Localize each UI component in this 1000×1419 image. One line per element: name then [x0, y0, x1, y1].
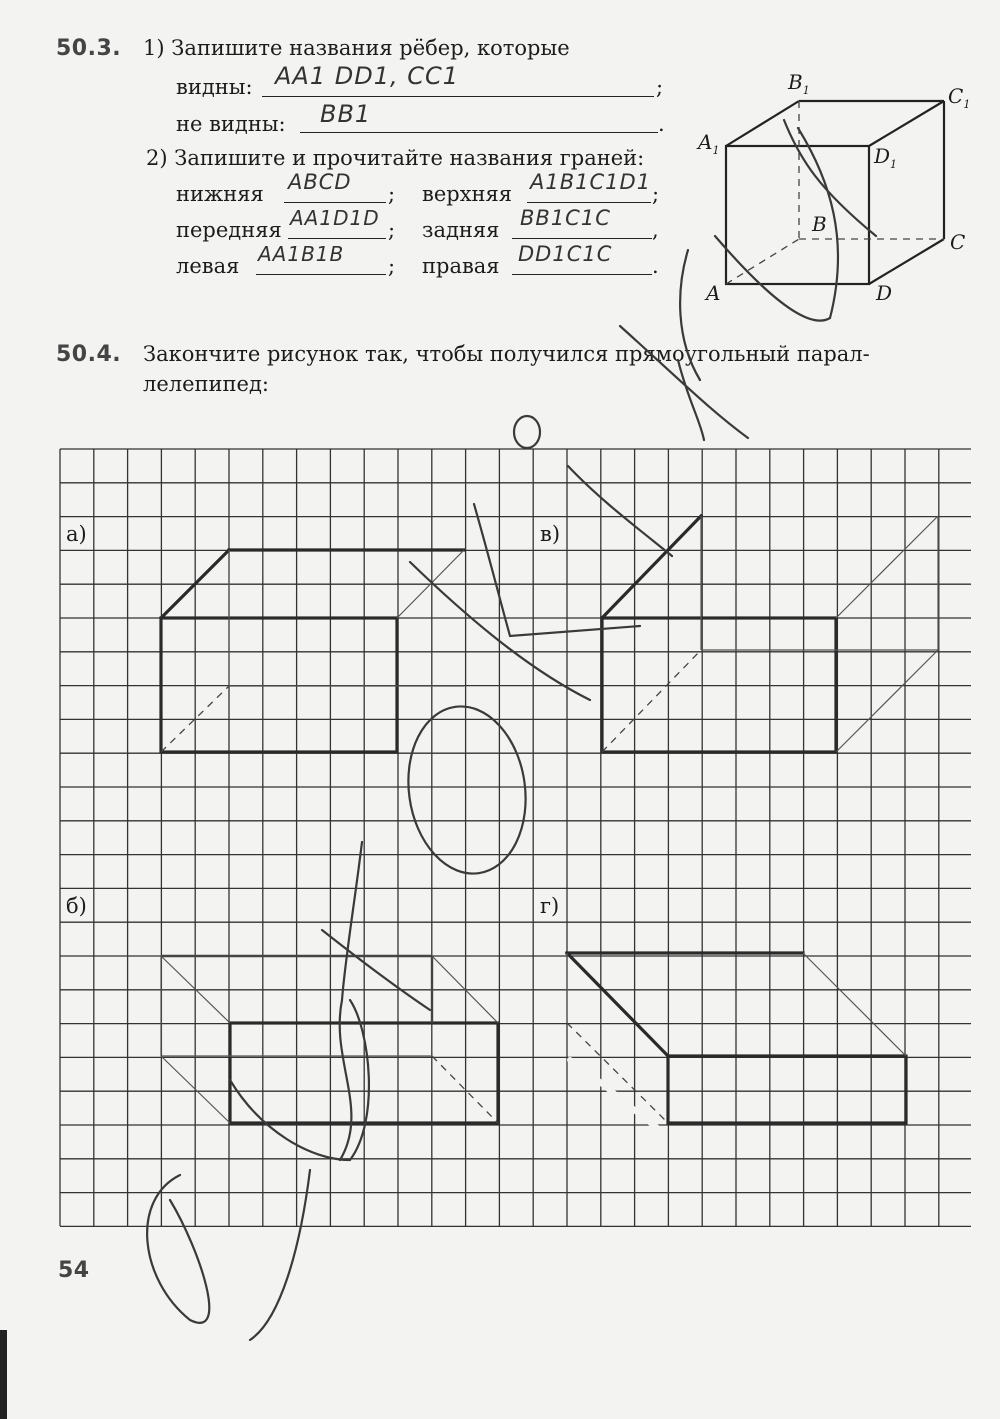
task-50-4-number: 50.4.: [56, 342, 122, 367]
pencil-scribble: [680, 250, 700, 380]
pencil-scribble: [322, 930, 430, 1010]
cube-label-a: A: [706, 281, 721, 305]
task-50-3-q1: 1) Запишите названия рёбер, которые: [143, 36, 570, 60]
face-front-label: передняя: [176, 218, 282, 242]
face-left-label: левая: [176, 254, 240, 278]
panel-label-g: г): [540, 894, 560, 918]
page-number: 54: [58, 1258, 90, 1283]
semicolon: ;: [388, 254, 396, 278]
figure-g-edge: [803, 953, 906, 1056]
graph-paper-grid: [60, 449, 971, 1226]
figure-a-parallelepiped: [161, 550, 464, 752]
pencil-scribble: [147, 1175, 209, 1323]
semicolon: ;: [388, 182, 396, 206]
figure-v-edge: [836, 650, 938, 752]
task-50-4-text-line2: лелепипед:: [143, 372, 269, 396]
cube-edge-a1b1: [726, 101, 799, 146]
face-back-answer: BB1C1C: [520, 206, 611, 230]
figure-v-hidden-edge: [602, 650, 701, 752]
task-50-4-text-line1: Закончите рисунок так, чтобы получился прямоугольный парал-: [143, 342, 870, 366]
page-left-edge-shadow: [0, 1330, 7, 1419]
period: .: [652, 254, 659, 278]
cube-edge-dc: [869, 239, 944, 284]
pencil-scribble: [784, 120, 876, 236]
panel-label-v: в): [540, 522, 561, 546]
cube-label-c: C: [950, 230, 966, 254]
cube-edge-d1c1: [869, 101, 944, 146]
figure-b-parallelepiped: [161, 956, 498, 1123]
face-back-label: задняя: [422, 218, 500, 242]
face-right-answer: DD1C1C: [518, 242, 613, 266]
visible-edges-label: видны:: [176, 75, 253, 99]
pencil-scribble: [715, 128, 838, 321]
visible-edges-answer: AA1 DD1, CC1: [275, 62, 460, 90]
panel-label-a: а): [66, 522, 87, 546]
face-top-label: верхняя: [422, 182, 513, 206]
pencil-scribble: [398, 699, 536, 882]
face-front-answer: AA1D1D: [290, 206, 380, 230]
figure-v-edge: [602, 516, 701, 618]
figure-g-front-face: [668, 1056, 906, 1123]
semicolon: ;: [652, 182, 660, 206]
face-bottom-answer: ABCD: [288, 170, 352, 194]
cube-label-a1: $A_1$: [698, 130, 720, 157]
semicolon: ;: [656, 75, 664, 99]
figure-g-edge: [567, 953, 668, 1056]
pencil-scribbles: [147, 326, 748, 1340]
pencil-scribble: [250, 1170, 310, 1340]
comma: ,: [652, 218, 659, 242]
figure-g-hidden-edge: [567, 1023, 668, 1123]
face-left-answer: AA1B1B: [258, 242, 345, 266]
pencil-scribble: [568, 466, 672, 556]
invisible-edges-label: не видны:: [176, 112, 286, 136]
period: .: [658, 112, 665, 136]
invisible-edges-answer: BB1: [320, 100, 372, 128]
pencil-scribble: [514, 416, 540, 448]
cube-diagram: [680, 101, 944, 380]
cube-front-face: [726, 146, 869, 284]
semicolon: ;: [388, 218, 396, 242]
task-50-3-number: 50.3.: [56, 36, 122, 61]
face-top-answer: A1B1C1D1: [530, 170, 652, 194]
face-right-label: правая: [422, 254, 500, 278]
cube-label-b1: $B_1$: [788, 70, 810, 97]
cube-label-c1: $C_1$: [948, 84, 971, 111]
task-50-3-q2: 2) Запишите и прочитайте названия граней:: [146, 146, 645, 170]
cube-label-d: D: [876, 281, 893, 305]
face-bottom-label: нижняя: [176, 182, 264, 206]
figure-v-edge: [836, 516, 938, 618]
cube-label-b: B: [812, 212, 827, 236]
panel-label-b: б): [66, 894, 87, 918]
cube-label-d1: $D_1$: [874, 144, 898, 171]
